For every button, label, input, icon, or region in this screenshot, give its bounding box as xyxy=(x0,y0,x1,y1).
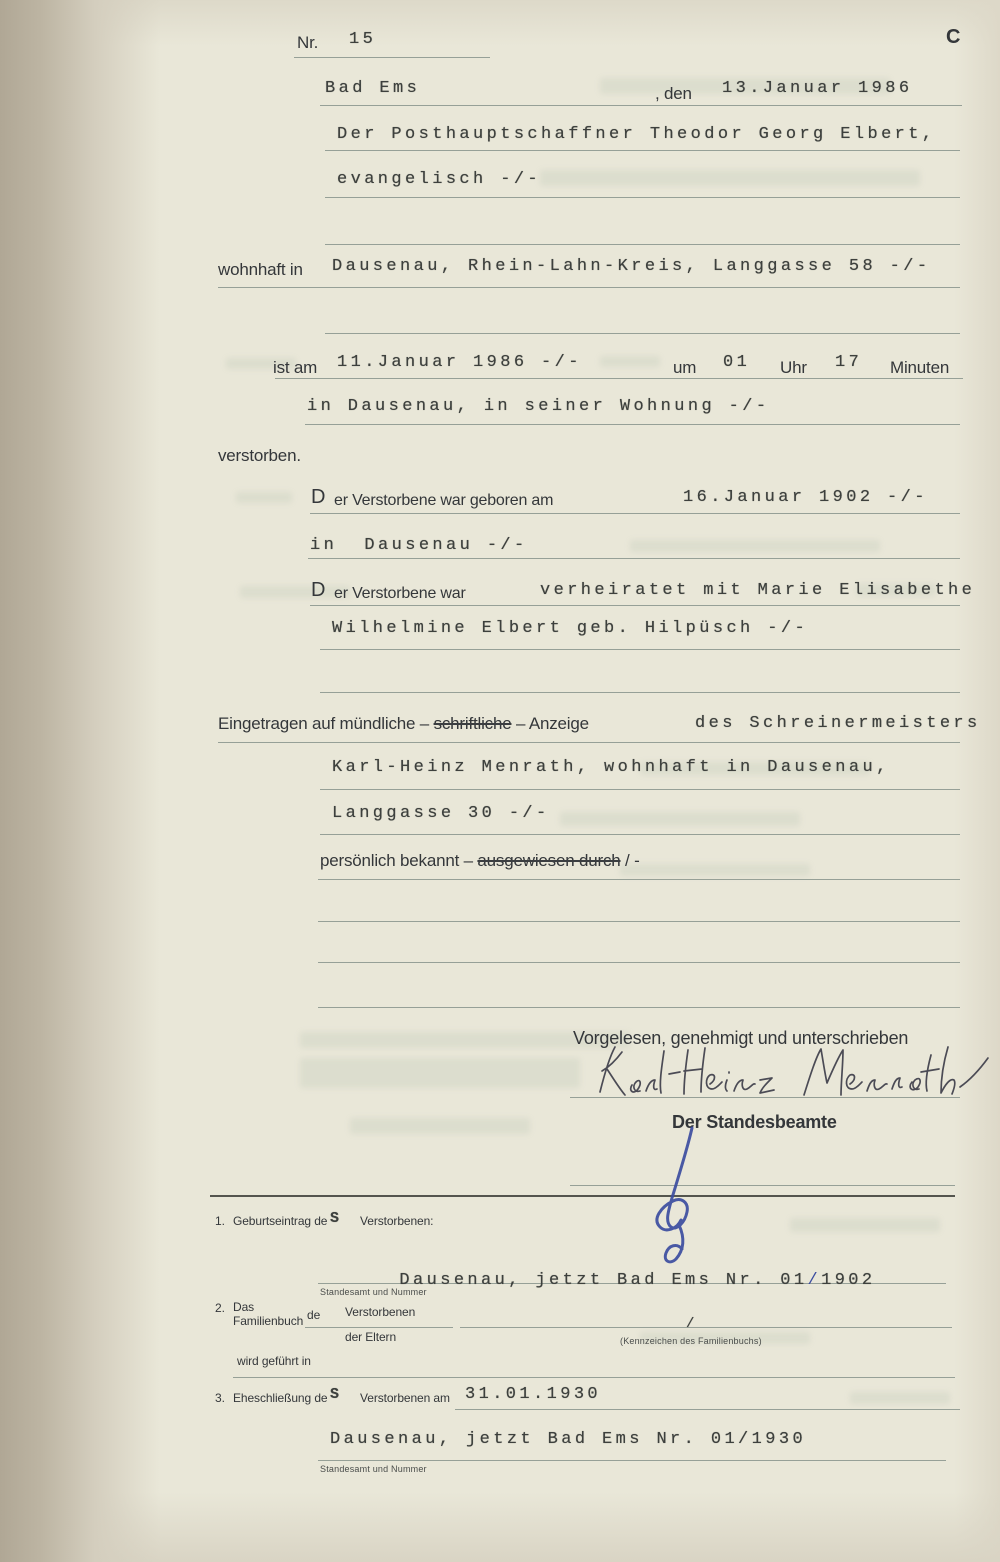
bleed-through-ghost xyxy=(790,1218,940,1232)
birth-label: er Verstorbene war geboren am xyxy=(334,492,554,509)
bleed-through-ghost xyxy=(540,170,920,186)
footnote2-suffix: wird geführt in xyxy=(237,1354,311,1368)
footnote1-caption: Standesamt und Nummer xyxy=(320,1287,427,1297)
rule xyxy=(294,57,490,58)
footnote3-label: Eheschließung de xyxy=(233,1391,328,1405)
rule xyxy=(570,1185,955,1186)
death-hour: 01 xyxy=(723,353,751,372)
footnote1-value-b: 1902 xyxy=(821,1271,876,1290)
footnote2-number: 2. xyxy=(215,1301,225,1315)
footnote1-blue-slash: / xyxy=(807,1271,822,1290)
birth-d-label: D xyxy=(311,486,326,508)
form-corner-letter: C xyxy=(946,26,961,48)
rule xyxy=(310,513,960,514)
footnote2-label2: Familienbuch xyxy=(233,1314,304,1328)
footnote1-label2: Verstorbenen: xyxy=(360,1214,434,1228)
bleed-through-ghost xyxy=(236,492,292,503)
section-divider-rule xyxy=(210,1195,955,1197)
rule xyxy=(325,333,960,334)
rule xyxy=(320,649,960,650)
rule xyxy=(320,692,960,693)
rule xyxy=(455,1409,960,1410)
footnote1-number: 1. xyxy=(215,1214,225,1228)
footnote3-label2: Verstorbenen am xyxy=(360,1391,450,1405)
rule xyxy=(460,1327,952,1328)
registrar-signature-flourish xyxy=(632,1126,727,1268)
known-line xyxy=(320,851,640,871)
rule xyxy=(275,378,963,379)
rule xyxy=(325,197,960,198)
bleed-through-ghost xyxy=(850,1392,950,1404)
informant-line2: Langgasse 30 -/- xyxy=(332,804,550,823)
den-label: , den xyxy=(655,84,692,103)
footnote2-label1: Das xyxy=(233,1300,255,1314)
footnote2-caption: (Kennzeichen des Familienbuchs) xyxy=(620,1336,762,1346)
deceased-name-line: Der Posthauptschaffner Theodor Georg Elbert, xyxy=(337,125,936,144)
residence-label: wohnhaft in xyxy=(218,260,303,279)
rule xyxy=(318,1460,946,1461)
notice-line xyxy=(218,714,589,734)
footnote3-caption: Standesamt und Nummer xyxy=(320,1464,427,1474)
footnote3-gender-letter: S xyxy=(330,1386,343,1403)
footnote3-date: 31.01.1930 xyxy=(465,1385,602,1404)
footnote1-value xyxy=(345,1252,876,1309)
um-label: um xyxy=(673,358,697,377)
footnote2-slash: / xyxy=(686,1316,698,1332)
death-minute: 17 xyxy=(835,353,863,372)
rule xyxy=(325,150,960,151)
known-suffix: / - xyxy=(625,851,640,870)
bleed-through-ghost xyxy=(560,812,800,826)
rule xyxy=(233,1377,955,1378)
informant-role: des Schreinermeisters xyxy=(695,714,981,733)
footnote2-option-bottom: der Eltern xyxy=(345,1330,397,1344)
birth-date: 16.Januar 1902 -/- xyxy=(683,488,928,507)
footnote2-de: de xyxy=(307,1308,321,1322)
entry-number-value: 15 xyxy=(349,30,377,49)
verstorben-label: verstorben. xyxy=(218,446,301,465)
rule xyxy=(218,742,960,743)
death-place-line: in Dausenau, in seiner Wohnung -/- xyxy=(307,397,770,416)
footnote3-value: Dausenau, jetzt Bad Ems Nr. 01/1930 xyxy=(330,1430,807,1449)
bleed-through-ghost xyxy=(600,356,660,367)
rule xyxy=(320,105,962,106)
uhr-label: Uhr xyxy=(780,358,807,377)
footnote1-value-a: Dausenau, jetzt Bad Ems Nr. 01 xyxy=(399,1271,808,1290)
rule xyxy=(305,424,960,425)
bleed-through-ghost xyxy=(630,540,880,552)
rule xyxy=(320,834,960,835)
entry-number-label: Nr. xyxy=(297,33,319,52)
notice-struck-word: schriftliche xyxy=(433,714,512,733)
known-struck-phrase: ausgewiesen durch xyxy=(477,851,621,870)
notice-prefix: Eingetragen auf mündliche – xyxy=(218,714,430,733)
marriage-d-label: D xyxy=(311,579,326,601)
issue-place: Bad Ems xyxy=(325,79,421,98)
rule xyxy=(320,789,960,790)
bleed-through-ghost xyxy=(620,864,810,876)
bleed-through-ghost xyxy=(350,1118,530,1134)
notice-suffix: – Anzeige xyxy=(516,714,589,733)
rule xyxy=(218,287,960,288)
informant-signature xyxy=(592,1042,992,1102)
bleed-through-ghost xyxy=(300,1058,580,1088)
registrar-label: Der Standesbeamte xyxy=(672,1112,837,1132)
religion-line: evangelisch -/- xyxy=(337,170,542,189)
approval-statement: Vorgelesen, genehmigt und unterschrieben xyxy=(573,1028,909,1048)
known-prefix: persönlich bekannt – xyxy=(320,851,473,870)
rule xyxy=(310,605,960,606)
ist-am-label: ist am xyxy=(273,358,318,377)
footnote2-option-top: Verstorbenen xyxy=(345,1305,416,1319)
rule xyxy=(305,1327,453,1328)
death-date: 11.Januar 1986 -/- xyxy=(337,353,582,372)
footnote1-label: Geburtseintrag de xyxy=(233,1214,328,1228)
birth-place-line: in Dausenau -/- xyxy=(310,536,528,555)
informant-line1: Karl-Heinz Menrath, wohnhaft in Dausenau, xyxy=(332,758,890,777)
issue-date: 13.Januar 1986 xyxy=(722,79,913,98)
marriage-value-line1: verheiratet mit Marie Elisabethe xyxy=(540,581,976,600)
rule xyxy=(318,921,960,922)
rule xyxy=(325,244,960,245)
residence-value: Dausenau, Rhein-Lahn-Kreis, Langgasse 58 -/- xyxy=(332,257,931,276)
marriage-label: er Verstorbene war xyxy=(334,585,466,602)
minuten-label: Minuten xyxy=(890,358,950,377)
footnote3-number: 3. xyxy=(215,1391,225,1405)
rule xyxy=(318,879,960,880)
marriage-value-line2: Wilhelmine Elbert geb. Hilpüsch -/- xyxy=(332,619,809,638)
footnote1-gender-letter: S xyxy=(330,1210,343,1227)
rule xyxy=(318,1007,960,1008)
rule xyxy=(308,558,960,559)
rule xyxy=(318,962,960,963)
